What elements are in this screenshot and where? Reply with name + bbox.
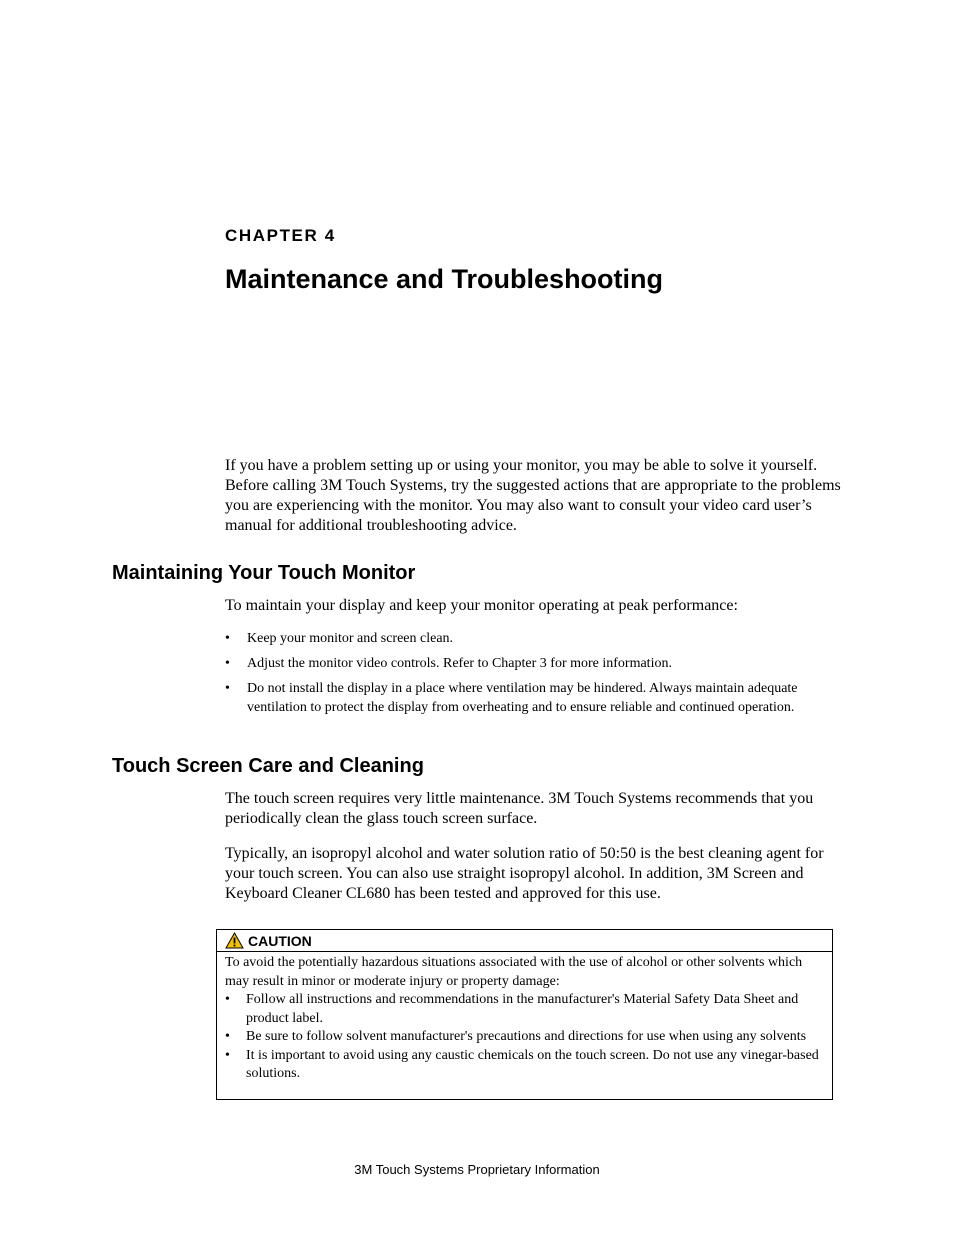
section-heading-care: Touch Screen Care and Cleaning xyxy=(112,755,424,777)
care-paragraph-1: The touch screen requires very little maintenance. 3M Touch Systems recommends that you periodically clean the glass touch screen surface. xyxy=(225,790,814,827)
page-footer: 3M Touch Systems Proprietary Information xyxy=(354,1162,600,1177)
caution-body xyxy=(217,952,832,1084)
maintaining-list xyxy=(225,629,825,723)
caution-text: To avoid the potentially hazardous situations associated with the use of alcohol or other solvents which may result in minor or moderate injury or property damage: xyxy=(225,955,803,989)
list-item: • Be sure to follow solvent manufacturer's precautions and directions for use when using any solvents xyxy=(225,1028,824,1047)
chapter-title: Maintenance and Troubleshooting xyxy=(225,264,664,294)
intro-paragraph: If you have a problem setting up or using your monitor, you may be able to solve it yourself. Before calling 3M Touch Systems, try the suggested actions that are appropriate to the problems you are experiencing with the monitor. You may also want to consult your video card user’s manual for additional troubleshooting advice. xyxy=(225,457,841,534)
chapter-label: CHAPTER 4 xyxy=(225,226,336,245)
list-item: • Adjust the monitor video controls. Refer to Chapter 3 for more information. xyxy=(225,654,825,673)
list-item: • It is important to avoid using any caustic chemicals on the touch screen. Do not use any vinegar-based solutions. xyxy=(225,1047,824,1084)
list-item: • Keep your monitor and screen clean. xyxy=(225,629,825,648)
caution-list xyxy=(225,991,824,1084)
warning-triangle-icon xyxy=(225,932,244,949)
caution-box xyxy=(216,929,833,1100)
list-item: • Follow all instructions and recommendations in the manufacturer's Material Safety Data Sheet and product label. xyxy=(225,991,824,1028)
caution-label: CAUTION xyxy=(248,932,312,949)
section-heading-maintaining: Maintaining Your Touch Monitor xyxy=(112,562,416,584)
care-paragraph-2: Typically, an isopropyl alcohol and water solution ratio of 50:50 is the best cleaning agent for your touch screen. You can also use straight isopropyl alcohol. In addition, 3M Screen and Keyboard Cleaner CL680 has been tested and approved for this use. xyxy=(225,845,824,902)
maintaining-lead: To maintain your display and keep your monitor operating at peak performance: xyxy=(225,597,738,614)
caution-header xyxy=(217,930,832,952)
list-item: • Do not install the display in a place where ventilation may be hindered. Always maintain adequate ventilation to protect the display from overheating and to ensure reliable and continued operation. xyxy=(225,679,825,717)
